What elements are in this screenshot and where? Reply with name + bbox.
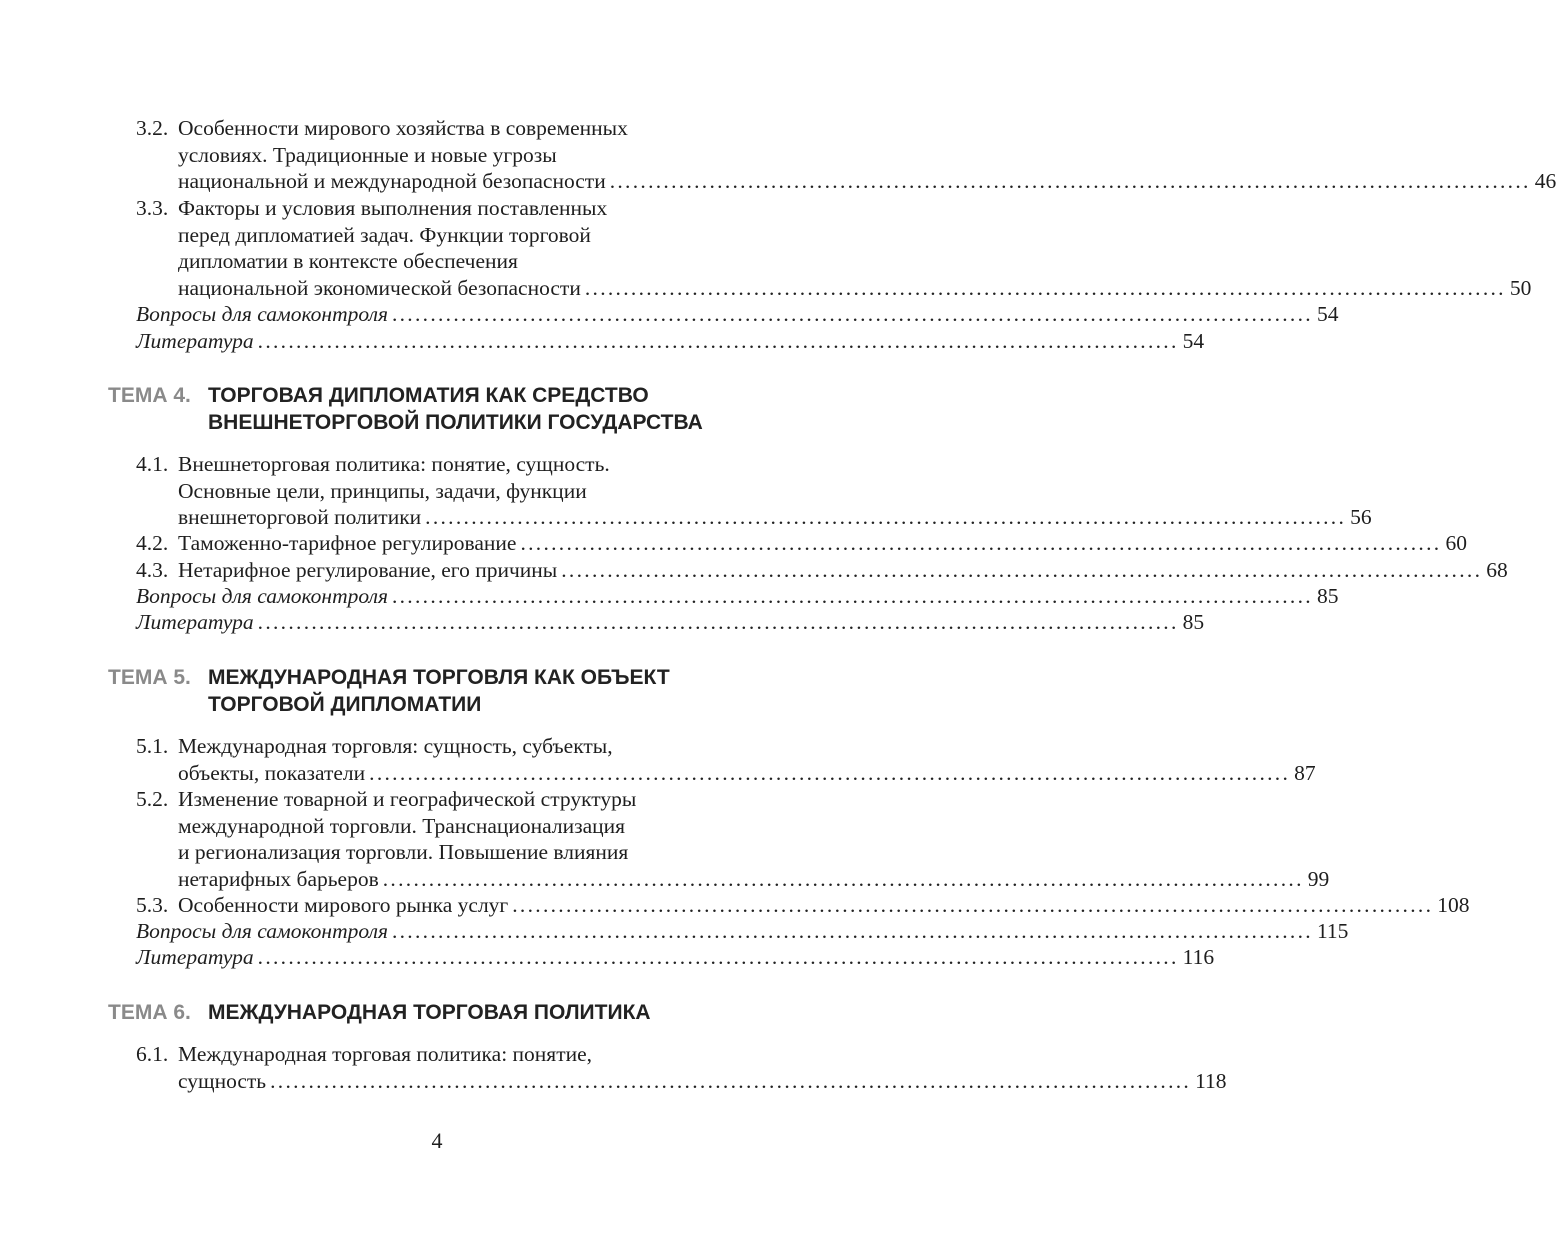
- entry-line: Факторы и условия выполнения поставленных: [178, 196, 608, 220]
- toc-entry-3-2[interactable]: [136, 115, 1556, 195]
- toc-entry-literature[interactable]: [136, 944, 1215, 971]
- page-ref: 118: [1195, 1068, 1227, 1093]
- entry-number: 3.2.: [136, 116, 169, 140]
- entry-number: 6.1.: [136, 1042, 169, 1066]
- entry-line: Внешнеторговая политика: понятие, сущность.: [178, 452, 610, 476]
- entry-line: Вопросы для самоконтроля: [136, 919, 388, 943]
- entry-line: внешнеторговой политики: [178, 505, 422, 529]
- toc-entry-3-3[interactable]: [136, 195, 1532, 301]
- entry-number: 4.2.: [136, 531, 169, 555]
- theme-label: ТЕМА 6.: [108, 1001, 191, 1024]
- entry-line: Литература: [136, 329, 254, 353]
- page-ref: 116: [1182, 945, 1215, 969]
- toc-entry-literature[interactable]: [136, 328, 1205, 355]
- page-ref: 68: [1486, 558, 1508, 582]
- theme-heading-4[interactable]: [108, 382, 703, 436]
- theme-title-line: ТОРГОВОЙ ДИПЛОМАТИИ: [208, 693, 482, 716]
- theme-heading-6[interactable]: [108, 999, 651, 1026]
- toc-entry-questions[interactable]: [136, 918, 1349, 945]
- page-ref: 85: [1182, 610, 1205, 634]
- entry-number: 5.2.: [136, 787, 169, 811]
- theme-label: ТЕМА 4.: [108, 384, 191, 407]
- theme-label: ТЕМА 5.: [108, 666, 191, 689]
- page-ref: 87: [1294, 760, 1316, 785]
- dot-leader: ........................................................................................................................: [425, 505, 1347, 529]
- entry-line: Литература: [136, 945, 254, 969]
- toc-entry-5-3[interactable]: [136, 892, 1470, 919]
- toc-entry-6-1[interactable]: [136, 1041, 1227, 1094]
- theme-heading-5[interactable]: [108, 664, 670, 718]
- entry-line: Вопросы для самоконтроля: [136, 302, 388, 326]
- theme-title-line: ТОРГОВАЯ ДИПЛОМАТИЯ КАК СРЕДСТВО: [208, 384, 649, 407]
- toc-entry-5-2[interactable]: [136, 786, 1330, 892]
- entry-number: 4.3.: [136, 558, 169, 582]
- theme-title-line: ВНЕШНЕТОРГОВОЙ ПОЛИТИКИ ГОСУДАРСТВА: [208, 411, 703, 434]
- theme-title-line: МЕЖДУНАРОДНАЯ ТОРГОВАЯ ПОЛИТИКА: [208, 1001, 651, 1024]
- entry-line: Особенности мирового хозяйства в современных: [178, 116, 628, 140]
- entry-line: дипломатии в контексте обеспечения: [178, 249, 518, 273]
- toc-entry-questions[interactable]: [136, 583, 1339, 610]
- dot-leader: ........................................................................................................................: [270, 1068, 1192, 1093]
- theme-title-line: МЕЖДУНАРОДНАЯ ТОРГОВЛЯ КАК ОБЪЕКТ: [208, 666, 670, 689]
- entry-line: национальной и международной безопасности: [178, 169, 606, 193]
- entry-line: и регионализация торговли. Повышение влияния: [178, 840, 629, 864]
- page-ref: 54: [1316, 302, 1339, 326]
- entry-line: Особенности мирового рынка услуг: [178, 893, 509, 917]
- dot-leader: ........................................................................................................................: [561, 558, 1483, 582]
- page-ref: 99: [1307, 866, 1330, 891]
- entry-line: объекты, показатели: [178, 760, 366, 785]
- page-ref: 56: [1350, 505, 1372, 529]
- dot-leader: ........................................................................................................................: [382, 866, 1304, 891]
- entry-number: 3.3.: [136, 196, 169, 220]
- dot-leader: ........................................................................................................................: [609, 169, 1531, 193]
- dot-leader: ........................................................................................................................: [257, 610, 1179, 634]
- page-ref: 115: [1316, 919, 1349, 943]
- entry-line: Международная торговая политика: понятие,: [178, 1042, 593, 1066]
- entry-line: нетарифных барьеров: [178, 866, 379, 891]
- entry-line: Литература: [136, 610, 254, 634]
- entry-number: 5.3.: [136, 893, 169, 917]
- page-ref: 85: [1316, 584, 1339, 608]
- toc-entry-4-2[interactable]: [136, 530, 1467, 557]
- toc-entry-questions[interactable]: [136, 301, 1339, 328]
- entry-line: Основные цели, принципы, задачи, функции: [178, 478, 587, 503]
- entry-line: перед дипломатией задач. Функции торговой: [178, 222, 591, 247]
- entry-number: 4.1.: [136, 452, 169, 476]
- page-ref: 50: [1509, 275, 1532, 300]
- page-ref: 108: [1437, 893, 1470, 917]
- toc-entry-4-1[interactable]: [136, 451, 1372, 531]
- dot-leader: ........................................................................................................................: [391, 302, 1313, 326]
- dot-leader: ........................................................................................................................: [520, 531, 1442, 555]
- toc-entry-4-3[interactable]: [136, 557, 1508, 584]
- page-ref: 54: [1182, 329, 1205, 353]
- dot-leader: ........................................................................................................................: [512, 893, 1434, 917]
- dot-leader: ........................................................................................................................: [391, 919, 1313, 943]
- entry-line: национальной экономической безопасности: [178, 275, 581, 300]
- page-number: 4: [431, 1128, 443, 1153]
- dot-leader: ........................................................................................................................: [584, 275, 1506, 300]
- entry-line: условиях. Традиционные и новые угрозы: [178, 142, 557, 167]
- toc-entry-5-1[interactable]: [136, 733, 1316, 786]
- page-ref: 46: [1534, 169, 1556, 193]
- entry-line: Нетарифное регулирование, его причины: [178, 558, 558, 582]
- toc-entry-literature[interactable]: [136, 609, 1205, 636]
- entry-line: Вопросы для самоконтроля: [136, 584, 388, 608]
- entry-line: Международная торговля: сущность, субъекты,: [178, 734, 613, 758]
- entry-line: Изменение товарной и географической структуры: [178, 787, 637, 811]
- entry-number: 5.1.: [136, 734, 169, 758]
- dot-leader: ........................................................................................................................: [369, 760, 1291, 785]
- dot-leader: ........................................................................................................................: [391, 584, 1313, 608]
- dot-leader: ........................................................................................................................: [257, 329, 1179, 353]
- entry-line: международной торговли. Транснационализация: [178, 813, 626, 838]
- page-ref: 60: [1445, 531, 1467, 555]
- entry-line: сущность: [178, 1068, 267, 1093]
- entry-line: Таможенно-тарифное регулирование: [178, 531, 517, 555]
- dot-leader: ........................................................................................................................: [257, 945, 1179, 969]
